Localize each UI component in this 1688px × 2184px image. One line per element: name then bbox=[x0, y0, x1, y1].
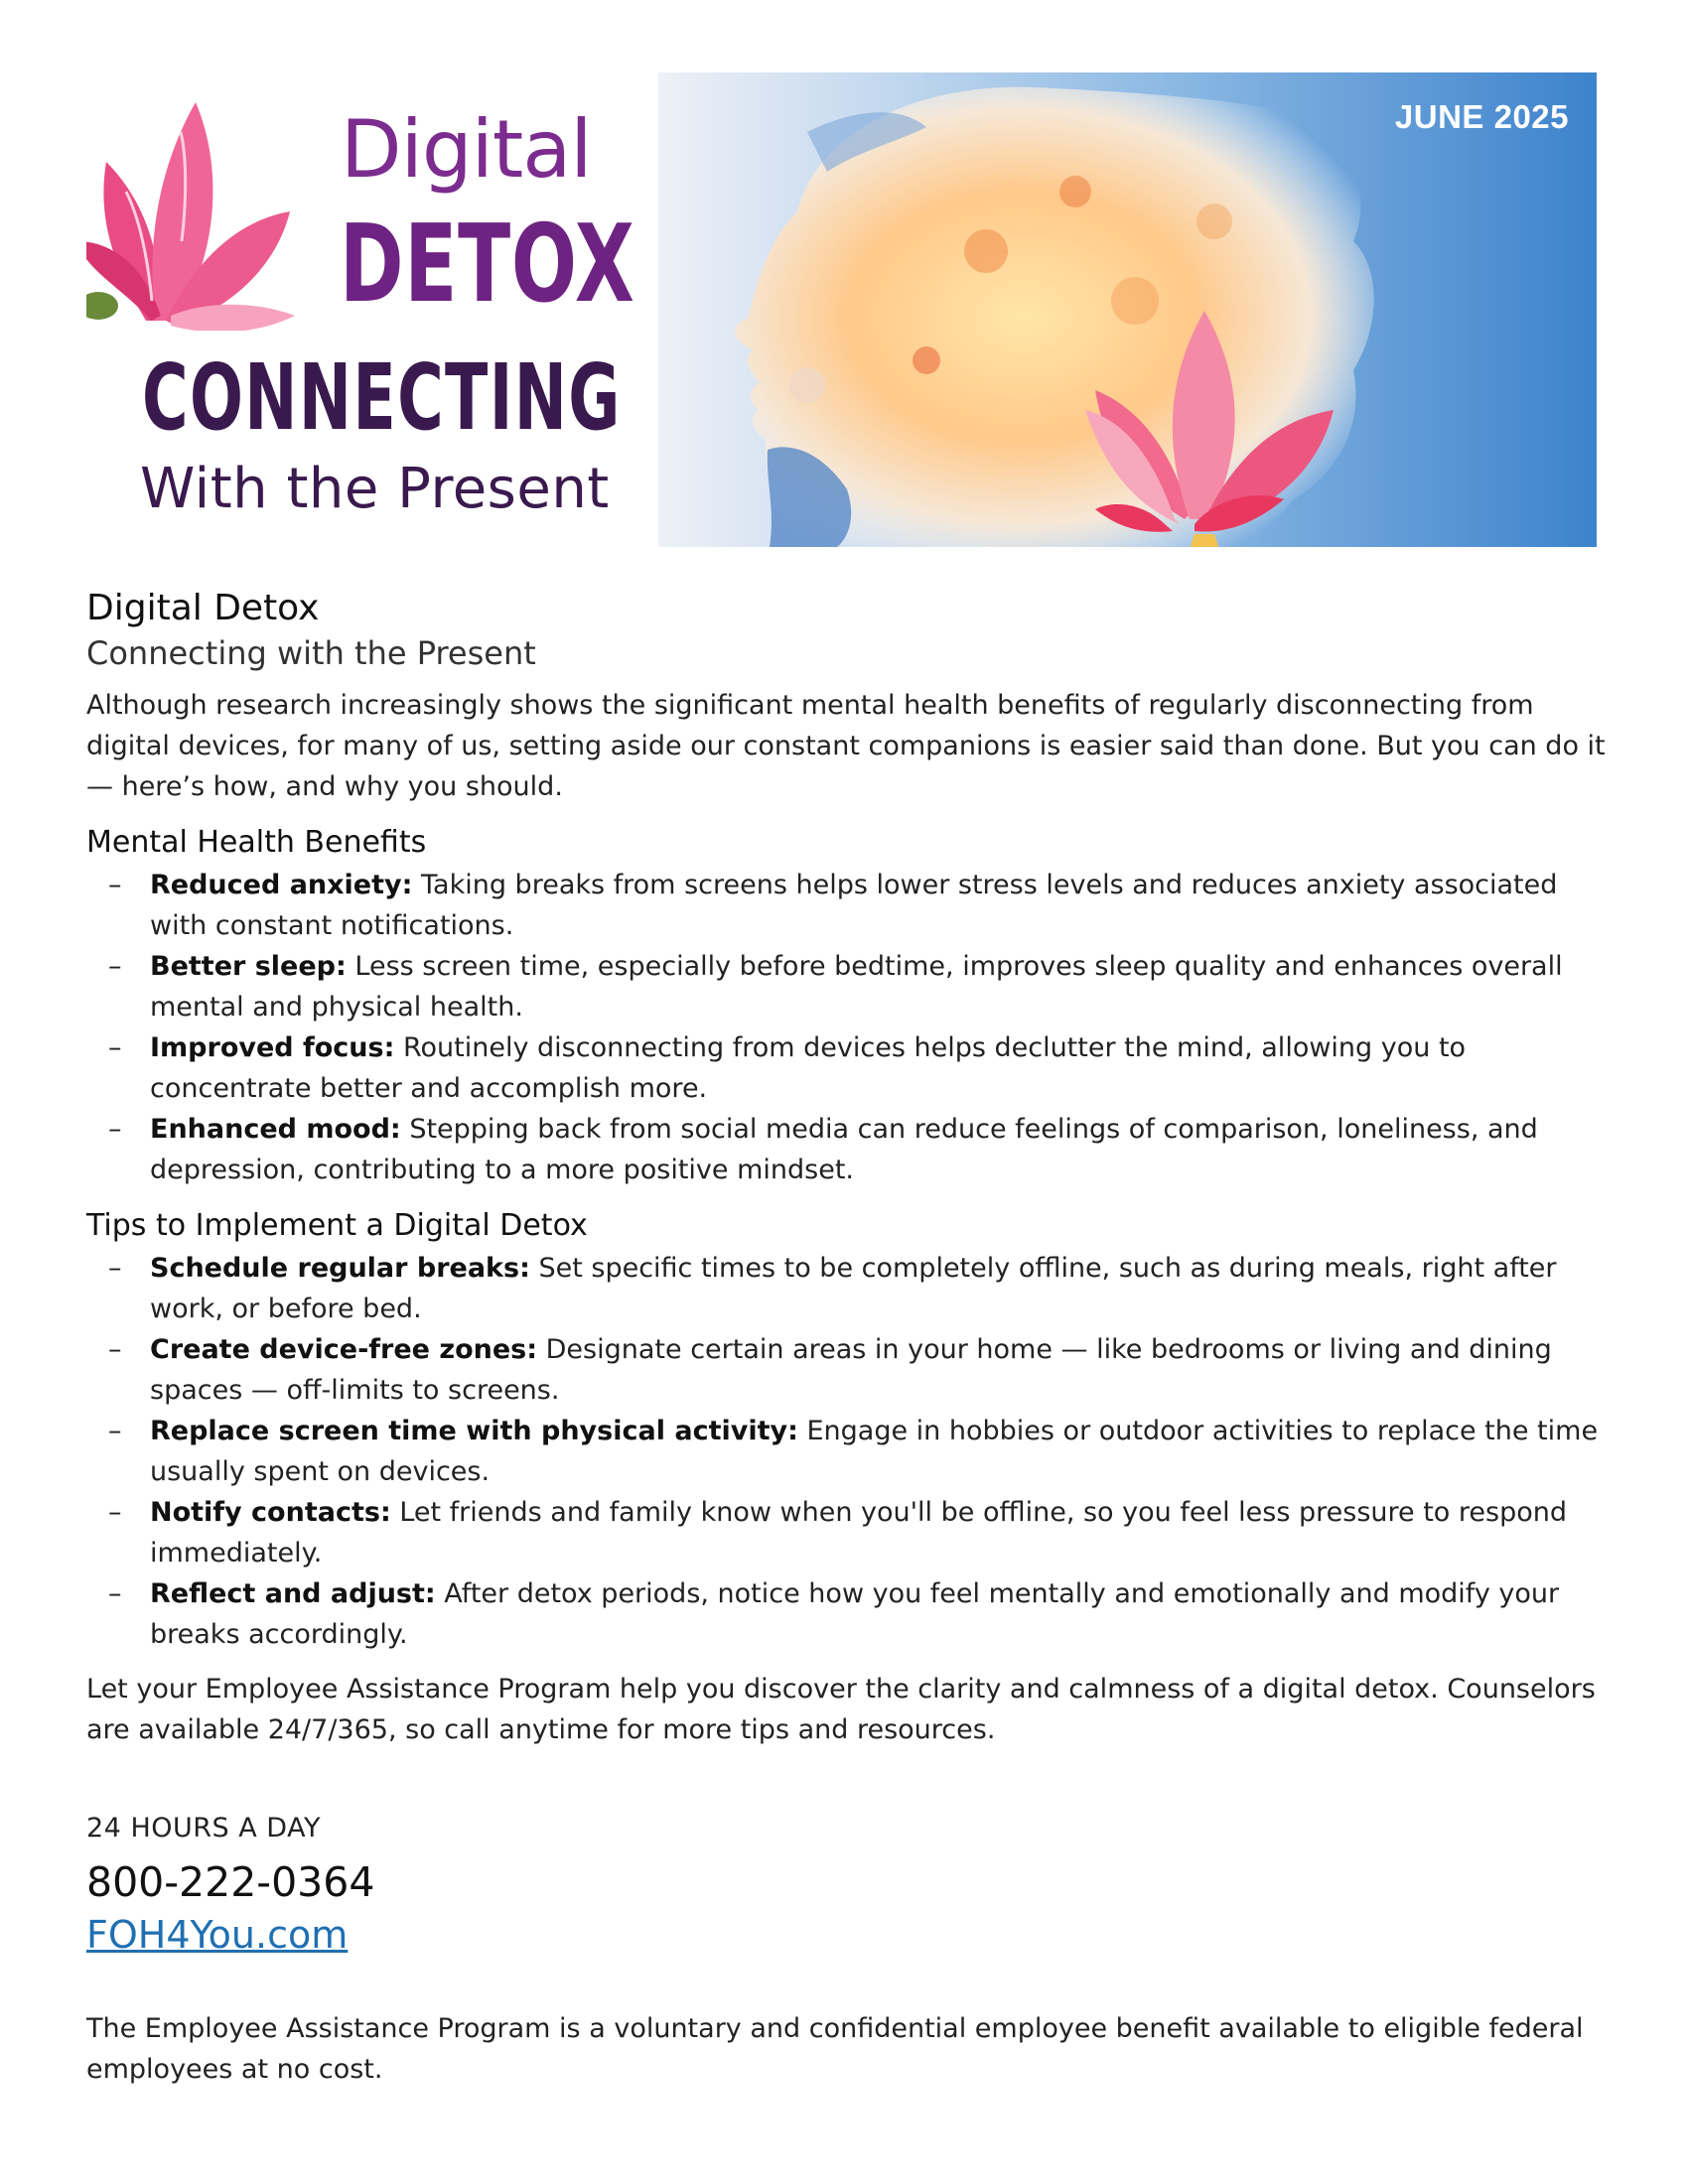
tips-list bbox=[86, 1248, 1606, 1655]
face-silhouette-clouds-illustration bbox=[658, 72, 1597, 547]
dash-bullet: – bbox=[108, 1253, 122, 1284]
closing-paragraph: Let your Employee Assistance Program help you discover the clarity and calmness of a digital detox. Counselors are available 24/7/365, so call anytime for more tips and resources. bbox=[86, 1674, 1596, 1745]
dash-bullet: – bbox=[108, 870, 122, 900]
item-lead: Enhanced mood: bbox=[150, 1114, 401, 1145]
website-link[interactable]: FOH4You.com bbox=[86, 1913, 349, 1957]
item-text: Less screen time, especially before bedtime, improves sleep quality and enhances overall mental and physical health. bbox=[150, 951, 1563, 1023]
item-lead: Reflect and adjust: bbox=[150, 1578, 436, 1609]
item-text: Set specific times to be completely offline, such as during meals, right after work, or before bed. bbox=[150, 1253, 1557, 1324]
dash-bullet: – bbox=[108, 1497, 122, 1528]
list-item bbox=[86, 1248, 1606, 1329]
lotus-flower-icon bbox=[86, 72, 300, 331]
dash-bullet: – bbox=[108, 1334, 122, 1365]
list-item bbox=[86, 1109, 1606, 1190]
benefits-heading: Mental Health Benefits bbox=[86, 825, 427, 860]
article-subtitle: Connecting with the Present bbox=[86, 634, 536, 672]
title-connecting: CONNECTING bbox=[142, 344, 622, 451]
title-with-the-present: With the Present bbox=[140, 457, 610, 521]
item-text: After detox periods, notice how you feel mentally and emotionally and modify your breaks accordingly. bbox=[150, 1578, 1560, 1650]
item-text: Designate certain areas in your home — like bedrooms or living and dining spaces — off-limits to screens. bbox=[150, 1334, 1552, 1406]
item-lead: Better sleep: bbox=[150, 951, 347, 982]
banner-illustration bbox=[658, 72, 1597, 547]
banner-title-area bbox=[86, 72, 682, 547]
dash-bullet: – bbox=[108, 1114, 122, 1145]
benefits-list bbox=[86, 865, 1606, 1190]
item-text: Taking breaks from screens helps lower stress levels and reduces anxiety associated with constant notifications. bbox=[150, 870, 1558, 941]
item-lead: Create device-free zones: bbox=[150, 1334, 538, 1365]
list-item bbox=[86, 1573, 1606, 1655]
issue-date: JUNE 2025 bbox=[1394, 98, 1569, 135]
phone-number: 800-222-0364 bbox=[86, 1858, 375, 1906]
item-lead: Reduced anxiety: bbox=[150, 870, 413, 900]
item-text: Engage in hobbies or outdoor activities to replace the time usually spent on devices. bbox=[150, 1416, 1599, 1487]
banner bbox=[86, 72, 1597, 547]
article-title: Digital Detox bbox=[86, 588, 320, 628]
list-item bbox=[86, 946, 1606, 1027]
tips-heading: Tips to Implement a Digital Detox bbox=[86, 1208, 588, 1243]
dash-bullet: – bbox=[108, 1416, 122, 1446]
dash-bullet: – bbox=[108, 1578, 122, 1609]
intro-paragraph: Although research increasingly shows the significant mental health benefits of regularly disconnecting from digital devices, for many of us, setting aside our constant companions is easier said than done. But you can do it — here’s how, and why you should. bbox=[86, 690, 1606, 802]
article bbox=[86, 586, 1606, 2090]
item-text: Let friends and family know when you'll be offline, so you feel less pressure to respond immediately. bbox=[150, 1497, 1567, 1569]
item-lead: Replace screen time with physical activity: bbox=[150, 1416, 798, 1446]
footer-disclaimer: The Employee Assistance Program is a voluntary and confidential employee benefit available to eligible federal employees at no cost. bbox=[86, 2013, 1584, 2085]
item-text: Stepping back from social media can reduce feelings of comparison, loneliness, and depression, contributing to a more positive mindset. bbox=[150, 1114, 1538, 1185]
item-lead: Improved focus: bbox=[150, 1032, 395, 1063]
item-lead: Notify contacts: bbox=[150, 1497, 391, 1528]
item-text: Routinely disconnecting from devices helps declutter the mind, allowing you to concentrate better and accomplish more. bbox=[150, 1032, 1467, 1104]
list-item bbox=[86, 1411, 1606, 1492]
item-lead: Schedule regular breaks: bbox=[150, 1253, 530, 1284]
list-item bbox=[86, 1492, 1606, 1573]
title-detox: DETOX bbox=[340, 203, 635, 327]
dash-bullet: – bbox=[108, 951, 122, 982]
dash-bullet: – bbox=[108, 1032, 122, 1063]
list-item bbox=[86, 1329, 1606, 1411]
hours-label: 24 HOURS A DAY bbox=[86, 1813, 321, 1843]
list-item bbox=[86, 865, 1606, 946]
title-digital: Digital bbox=[341, 103, 592, 196]
list-item bbox=[86, 1027, 1606, 1109]
